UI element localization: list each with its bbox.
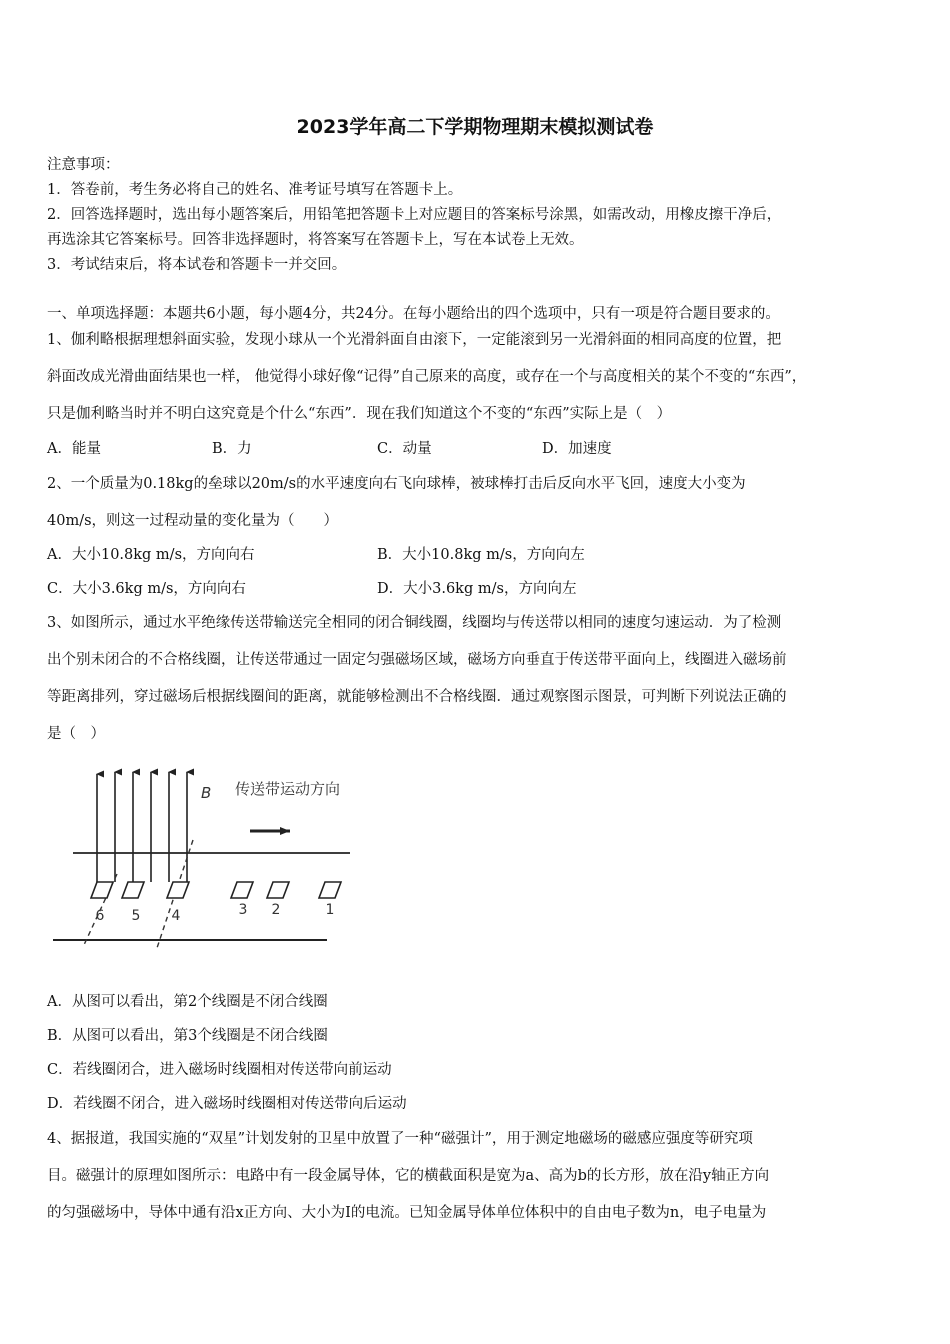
q2-option-d: D．大小3.6kg m/s，方向向左 (377, 581, 577, 597)
notice-item: 2．回答选择题时，选出每小题答案后，用铅笔把答题卡上对应题目的答案标号涂黑，如需改动，用橡皮擦干净后， (47, 207, 782, 223)
q2-option-c: C．大小3.6kg m/s，方向向右 (47, 581, 246, 597)
question-1-line: 只是伽利略当时并不明白这究竟是个什么“东西”．现在我们知道这个不变的“东西”实际上是（ ） (47, 406, 672, 422)
coil-6 (91, 882, 113, 898)
q3-option-c: C．若线圈闭合，进入磁场时线圈相对传送带向前运动 (47, 1062, 392, 1078)
coil-label: 6 (95, 908, 105, 924)
notice-item: 1．答卷前，考生务必将自己的姓名、准考证号填写在答题卡上。 (47, 182, 463, 198)
coil-2 (267, 882, 289, 898)
notice-item: 3．考试结束后，将本试卷和答题卡一并交回。 (47, 257, 347, 273)
question-2-line: 2、一个质量为0.18kg的垒球以20m/s的水平速度向右飞向球棒，被球棒打击后反向水平飞回，速度大小变为 (47, 476, 746, 492)
question-3-line: 等距离排列，穿过磁场后根据线圈间的距离，就能够检测出不合格线圈．通过观察图示图景，可判断下列说法正确的 (47, 689, 787, 705)
question-1-line: 斜面改成光滑曲面结果也一样， 他觉得小球好像“记得”自己原来的高度，或存在一个与高度相关的某个不变的“东西”， (47, 369, 807, 385)
coil-5 (122, 882, 144, 898)
question-4-line: 的匀强磁场中，导体中通有沿x正方向、大小为I的电流。已知金属导体单位体积中的自由电子数为n，电子电量为 (47, 1205, 767, 1221)
q1-option-a: A．能量 (47, 441, 101, 457)
notice-item: 再选涂其它答案标号。回答非选择题时，将答案写在答题卡上，写在本试卷上无效。 (47, 232, 584, 248)
question-4-line: 4、据报道，我国实施的“双星”计划发射的卫星中放置了一种“磁强计”，用于测定地磁场的磁感应强度等研究项 (47, 1131, 753, 1147)
q2-option-b: B．大小10.8kg m/s，方向向左 (377, 547, 585, 563)
q1-option-d: D．加速度 (542, 441, 612, 457)
question-4-line: 目。磁强计的原理如图所示：电路中有一段金属导体，它的横截面积是宽为a、高为b的长方形，放在沿y轴正方向 (47, 1168, 770, 1184)
q1-option-c: C．动量 (377, 441, 432, 457)
coil-4 (167, 882, 189, 898)
question-3-line: 出个别未闭合的不合格线圈，让传送带通过一固定匀强磁场区域，磁场方向垂直于传送带平面向上，线圈进入磁场前 (47, 652, 787, 668)
exam-title: 2023学年高二下学期物理期末模拟测试卷 (296, 116, 654, 138)
q1-option-b: B．力 (212, 441, 252, 457)
magnetic-field-lines (97, 772, 187, 882)
q3-option-d: D．若线圈不闭合，进入磁场时线圈相对传送带向后运动 (47, 1096, 407, 1112)
notice-heading: 注意事项： (47, 157, 120, 173)
coil-label: 2 (271, 902, 281, 918)
coil-label: 4 (171, 908, 181, 924)
question-1-line: 1、伽利略根据理想斜面实验，发现小球从一个光滑斜面自由滚下，一定能滚到另一光滑斜面的相同高度的位置，把 (47, 332, 782, 348)
q3-option-a: A．从图可以看出，第2个线圈是不闭合线圈 (47, 994, 328, 1010)
field-label-b: B (201, 784, 212, 802)
q2-option-a: A．大小10.8kg m/s，方向向右 (47, 547, 255, 563)
coils (91, 882, 341, 898)
coil-3 (231, 882, 253, 898)
coil-1 (319, 882, 341, 898)
question-3-line: 是（ ） (47, 726, 105, 742)
question-2-line: 40m/s，则这一过程动量的变化量为（ ） (47, 513, 339, 529)
coil-label: 1 (325, 902, 335, 918)
belt-direction-label: 传送带运动方向 (235, 780, 341, 798)
coil-label: 5 (131, 908, 141, 924)
question-3-line: 3、如图所示，通过水平绝缘传送带输送完全相同的闭合铜线圈，线圈均与传送带以相同的速度匀速运动．为了检测 (47, 615, 782, 631)
coil-label: 3 (238, 902, 248, 918)
q3-option-b: B．从图可以看出，第3个线圈是不闭合线圈 (47, 1028, 328, 1044)
conveyor-belt-figure (45, 752, 355, 952)
section-heading: 一、单项选择题：本题共6小题，每小题4分，共24分。在每小题给出的四个选项中，只有一项是符合题目要求的。 (47, 306, 780, 322)
